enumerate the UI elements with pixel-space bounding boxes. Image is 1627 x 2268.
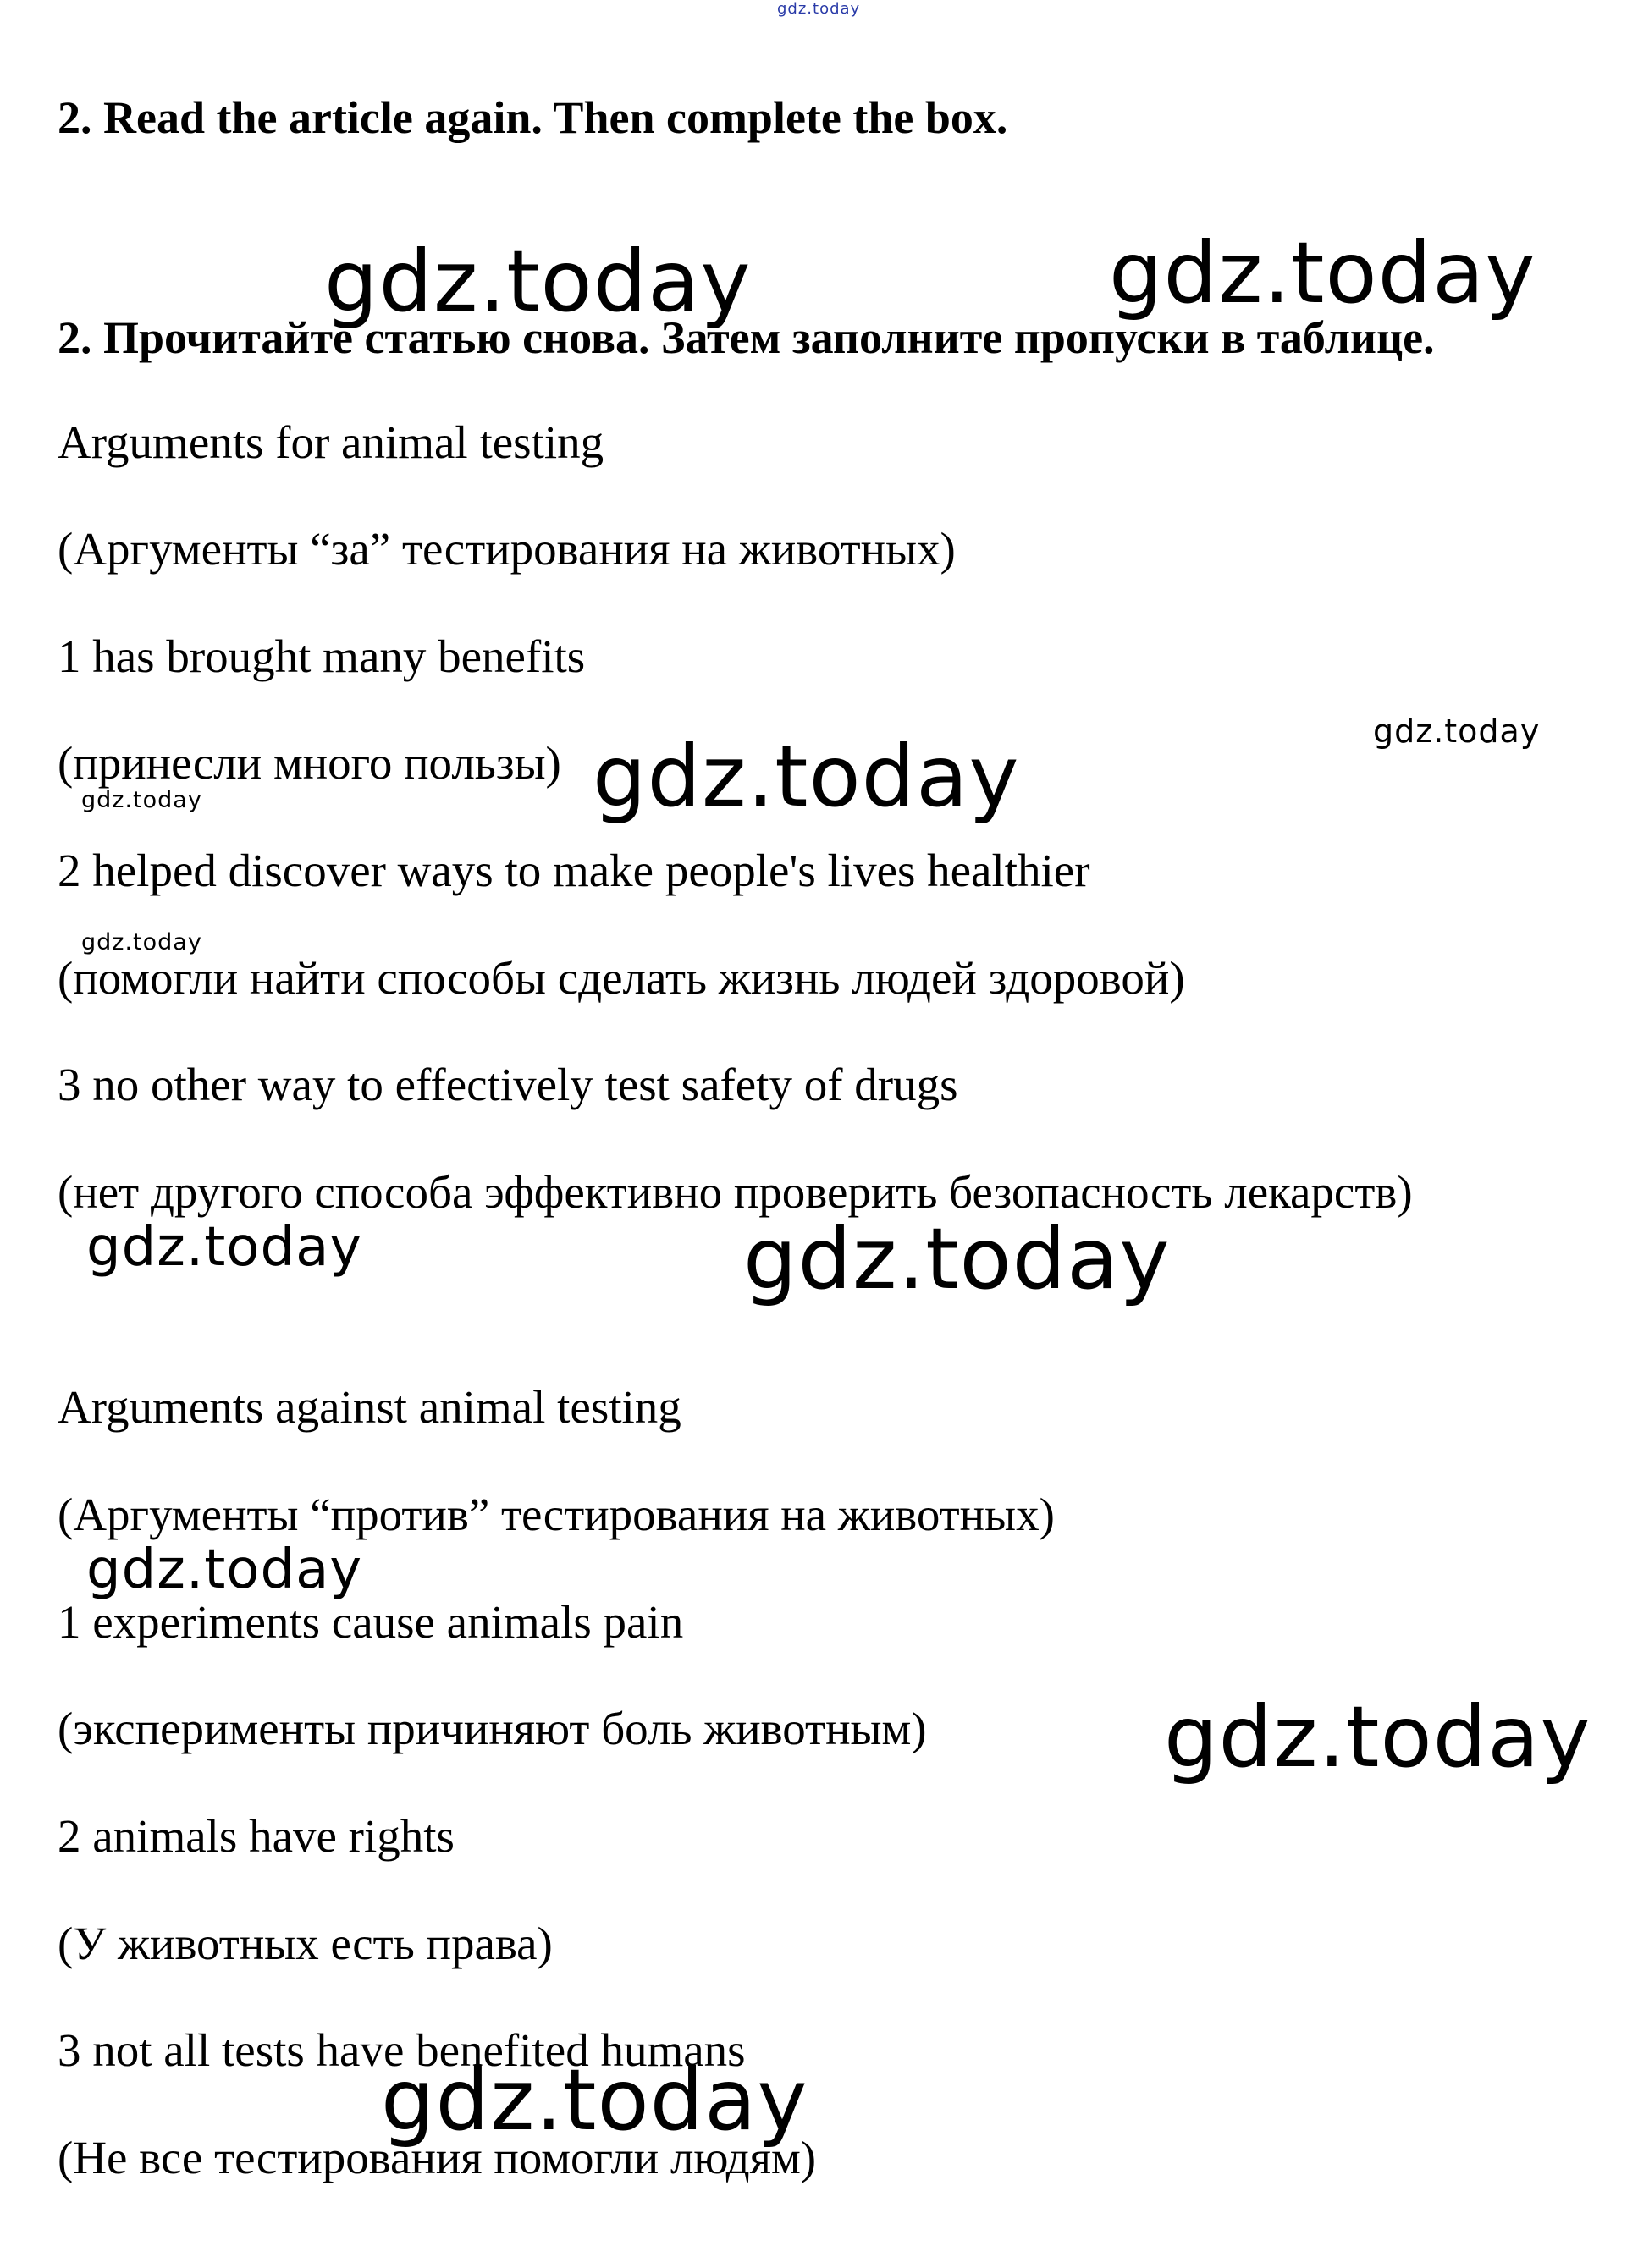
arguments-against-title-ru: (Аргументы “против” тестирования на животных) (58, 1489, 1055, 1540)
watermark: gdz.today (593, 727, 1020, 826)
watermark: gdz.today (81, 787, 202, 813)
watermark: gdz.today (1109, 223, 1536, 322)
watermark: gdz.today (743, 1209, 1171, 1308)
watermark: gdz.today (1373, 713, 1541, 750)
watermark: gdz.today (86, 1216, 363, 1279)
arguments-against-item-1-ru: (эксперименты причиняют боль животным) (58, 1703, 927, 1754)
arguments-against-title-en: Arguments against animal testing (58, 1381, 681, 1433)
watermark: gdz.today (86, 1539, 363, 1601)
watermark: gdz.today (81, 929, 202, 955)
watermark: gdz.today (381, 2051, 808, 2150)
arguments-against-item-2-en: 2 animals have rights (58, 1810, 455, 1862)
arguments-against-item-3-en: 3 not all tests have benefited humans (58, 2024, 746, 2076)
task-heading-en: 2. Read the article again. Then complete the box. (58, 92, 1008, 143)
watermark: gdz.today (1164, 1687, 1591, 1786)
arguments-for-item-2-ru: (помогли найти способы сделать жизнь людей здоровой) (58, 952, 1185, 1004)
watermark: gdz.today (777, 0, 861, 18)
task-heading-ru: 2. Прочитайте статью снова. Затем заполните пропуски в таблице. (58, 312, 1435, 363)
arguments-for-title-en: Arguments for animal testing (58, 416, 604, 468)
arguments-for-item-1-en: 1 has brought many benefits (58, 630, 586, 682)
arguments-against-item-1-en: 1 experiments cause animals pain (58, 1596, 684, 1648)
arguments-for-item-2-en: 2 helped discover ways to make people's lives healthier (58, 845, 1090, 896)
watermark: gdz.today (324, 232, 752, 331)
arguments-for-item-1-ru: (принесли много пользы) (58, 737, 561, 789)
arguments-for-title-ru: (Аргументы “за” тестирования на животных) (58, 523, 956, 575)
arguments-against-item-3-ru: (Не все тестирования помогли людям) (58, 2132, 817, 2183)
arguments-for-item-3-en: 3 no other way to effectively test safety of drugs (58, 1059, 958, 1110)
arguments-for-item-3-ru: (нет другого способа эффективно проверить безопасность лекарств) (58, 1166, 1413, 1218)
arguments-against-item-2-ru: (У животных есть права) (58, 1918, 553, 1969)
